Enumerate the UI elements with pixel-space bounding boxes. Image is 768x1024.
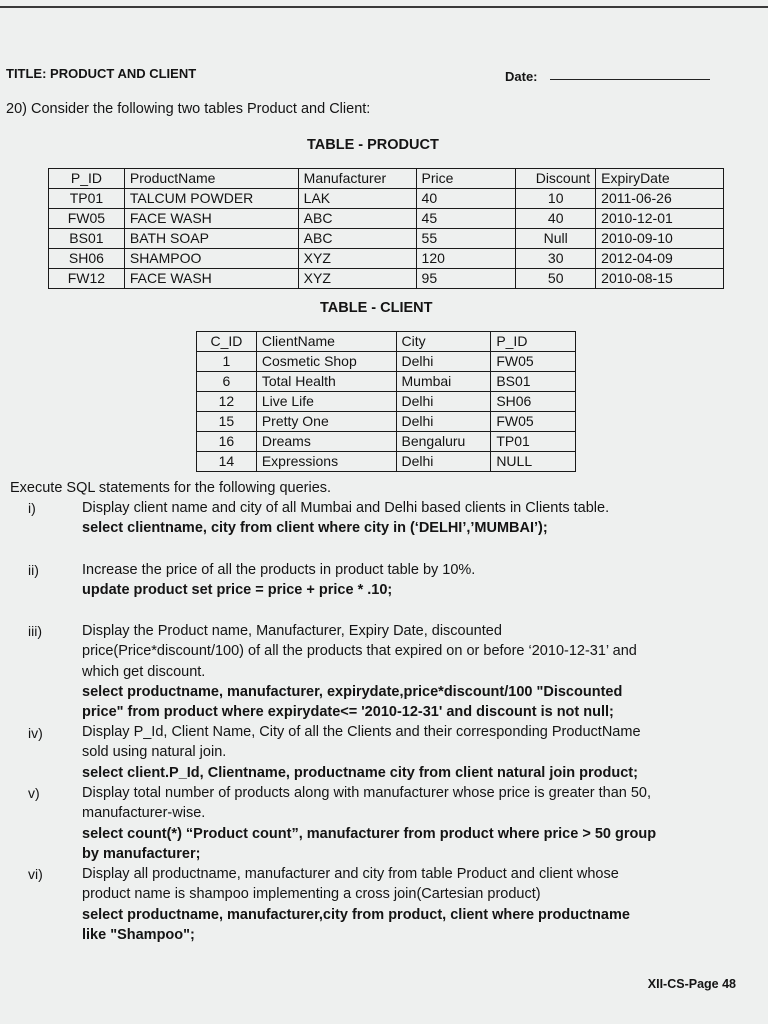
column-header: C_ID [197, 332, 257, 352]
table-row [49, 269, 724, 289]
client-table-header-row [197, 332, 576, 352]
table-row [197, 452, 576, 472]
table-cell: Live Life [256, 392, 396, 412]
table-cell: Cosmetic Shop [256, 352, 396, 372]
table-cell: TP01 [49, 189, 125, 209]
query-item-6 [82, 864, 762, 945]
table-cell: Delhi [396, 452, 491, 472]
table-cell: 55 [416, 229, 516, 249]
question-line: price(Price*discount/100) of all the products that expired on or before ‘2010-12-31’ and [82, 643, 637, 660]
table-cell: 2010-12-01 [596, 209, 724, 229]
table-row [197, 352, 576, 372]
table-cell: 10 [516, 189, 596, 209]
query-item-3 [82, 621, 762, 722]
table-cell: FW05 [491, 412, 576, 432]
table-row [49, 189, 724, 209]
table-cell: 16 [197, 432, 257, 452]
product-table [48, 168, 724, 289]
table-cell: 12 [197, 392, 257, 412]
table-cell: NULL [491, 452, 576, 472]
sql-line: select productname, manufacturer, expirydate,price*discount/100 "Discounted [82, 683, 623, 700]
sql-line: update product set price = price + price * .10; [82, 582, 393, 599]
question-text: 20) Consider the following two tables Product and Client: [6, 101, 371, 117]
table-cell: FACE WASH [124, 209, 298, 229]
column-header: Manufacturer [298, 169, 416, 189]
table-cell: FW05 [49, 209, 125, 229]
item-label: i) [28, 500, 36, 516]
table-cell: BS01 [49, 229, 125, 249]
table-cell: 15 [197, 412, 257, 432]
table-cell: BS01 [491, 372, 576, 392]
table-cell: Delhi [396, 412, 491, 432]
item-label: ii) [28, 562, 39, 578]
table-cell: FW05 [491, 352, 576, 372]
table-cell: TP01 [491, 432, 576, 452]
item-label: vi) [28, 866, 43, 882]
table-cell: Pretty One [256, 412, 396, 432]
table-cell: 120 [416, 249, 516, 269]
column-header: ClientName [256, 332, 396, 352]
table-cell: BATH SOAP [124, 229, 298, 249]
question-line: Display all productname, manufacturer and city from table Product and client whose [82, 866, 619, 882]
table-row [197, 432, 576, 452]
table-row [49, 249, 724, 269]
question-line: which get discount. [82, 663, 206, 680]
column-header: ExpiryDate [596, 169, 724, 189]
table-cell: 40 [516, 209, 596, 229]
item-label: iii) [28, 623, 42, 639]
instruction-text: Execute SQL statements for the following queries. [10, 480, 332, 496]
table-cell: 45 [416, 209, 516, 229]
table-cell: SH06 [491, 392, 576, 412]
table-cell: 14 [197, 452, 257, 472]
sql-line: select clientname, city from client where city in (‘DELHI’,’MUMBAI’); [82, 520, 548, 537]
table-cell: 2012-04-09 [596, 249, 724, 269]
question-line: Display total number of products along with manufacturer whose price is greater than 50, [82, 785, 652, 801]
query-item-4 [82, 722, 762, 783]
table-cell: Dreams [256, 432, 396, 452]
client-table-title: TABLE - CLIENT [320, 300, 433, 316]
date-label: Date: [505, 69, 538, 84]
table-cell: ABC [298, 229, 416, 249]
table-cell: 6 [197, 372, 257, 392]
sql-line: select productname, manufacturer,city from product, client where productname [82, 906, 630, 923]
table-cell: LAK [298, 189, 416, 209]
question-line: Display client name and city of all Mumbai and Delhi based clients in Clients table. [82, 500, 610, 516]
question-line: Display the Product name, Manufacturer, Expiry Date, discounted [82, 623, 502, 639]
table-cell: 1 [197, 352, 257, 372]
table-cell: Delhi [396, 352, 491, 372]
table-cell: SHAMPOO [124, 249, 298, 269]
table-cell: FACE WASH [124, 269, 298, 289]
page-title: TITLE: PRODUCT AND CLIENT [6, 66, 197, 81]
sql-line: like "Shampoo"; [82, 926, 195, 943]
table-cell: Bengaluru [396, 432, 491, 452]
table-cell: TALCUM POWDER [124, 189, 298, 209]
table-row [197, 392, 576, 412]
question-line: Display P_Id, Client Name, City of all the Clients and their corresponding ProductName [82, 724, 641, 740]
table-cell: XYZ [298, 249, 416, 269]
column-header: P_ID [491, 332, 576, 352]
query-item-1 [82, 498, 762, 539]
column-header: Discount [516, 169, 596, 189]
sql-line: by manufacturer; [82, 845, 201, 862]
table-cell: 40 [416, 189, 516, 209]
question-line: sold using natural join. [82, 744, 227, 761]
question-line: Increase the price of all the products in product table by 10%. [82, 562, 476, 578]
question-line: product name is shampoo implementing a cross join(Cartesian product) [82, 886, 541, 903]
query-item-5 [82, 783, 762, 864]
table-row [197, 412, 576, 432]
sql-line: select client.P_Id, Clientname, productname city from client natural join product; [82, 764, 638, 781]
date-blank-line [550, 79, 710, 80]
item-label: iv) [28, 725, 43, 741]
sql-line: select count(*) “Product count”, manufacturer from product where price > 50 group [82, 825, 657, 842]
table-cell: Total Health [256, 372, 396, 392]
table-cell: SH06 [49, 249, 125, 269]
column-header: P_ID [49, 169, 125, 189]
column-header: City [396, 332, 491, 352]
page-footer: XII-CS-Page 48 [647, 977, 736, 991]
query-item-2 [82, 560, 762, 601]
table-cell: Null [516, 229, 596, 249]
table-cell: 2010-09-10 [596, 229, 724, 249]
question-line: manufacturer-wise. [82, 805, 206, 822]
product-table-title: TABLE - PRODUCT [307, 137, 439, 153]
table-cell: Expressions [256, 452, 396, 472]
table-row [49, 209, 724, 229]
table-row [197, 372, 576, 392]
column-header: ProductName [124, 169, 298, 189]
table-cell: 30 [516, 249, 596, 269]
table-cell: 95 [416, 269, 516, 289]
client-table [196, 331, 576, 472]
table-row [49, 229, 724, 249]
table-cell: 2011-06-26 [596, 189, 724, 209]
table-cell: XYZ [298, 269, 416, 289]
column-header: Price [416, 169, 516, 189]
product-table-header-row [49, 169, 724, 189]
table-cell: FW12 [49, 269, 125, 289]
sql-line: price" from product where expirydate<= '2010-12-31' and discount is not null; [82, 704, 614, 721]
table-cell: 2010-08-15 [596, 269, 724, 289]
item-label: v) [28, 785, 40, 801]
table-cell: Mumbai [396, 372, 491, 392]
table-cell: 50 [516, 269, 596, 289]
table-cell: Delhi [396, 392, 491, 412]
top-rule [0, 6, 768, 8]
table-cell: ABC [298, 209, 416, 229]
